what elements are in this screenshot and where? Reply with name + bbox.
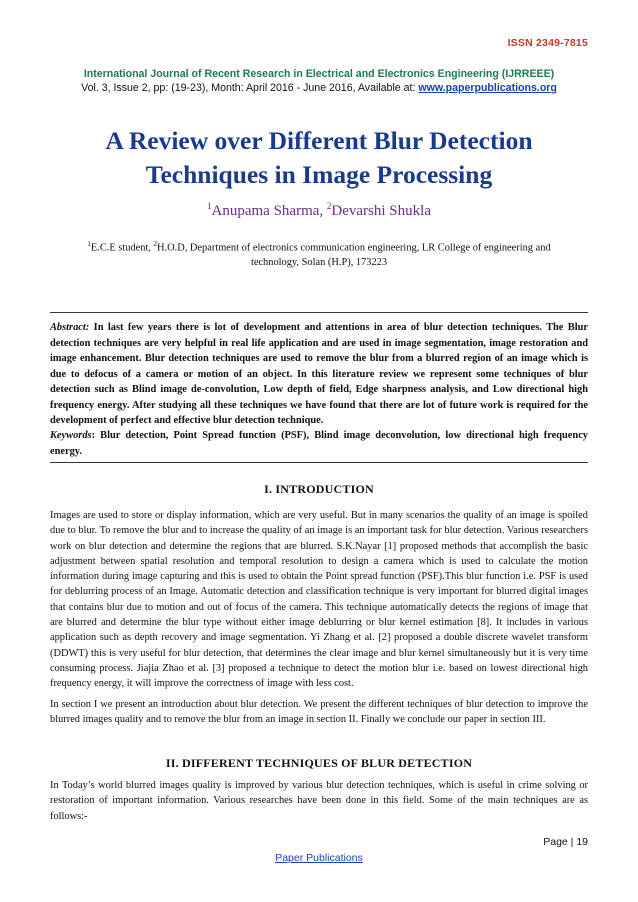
title-line-2: Techniques in Image Processing: [145, 160, 493, 189]
abstract-block: [50, 320, 588, 429]
section-1-body: [50, 508, 588, 727]
volume-text: Vol. 3, Issue 2, pp: (19-23), Month: April 2016 - June 2016, Available at:: [81, 82, 419, 94]
author2-superscript: 2: [326, 201, 332, 211]
affiliation-line-1: [80, 237, 558, 255]
section-2-paragraph-1: In Today’s world blurred images quality is improved by various blur detection techniques, which is useful in crime solving or restoration of important information. Various researches have been done in this field. Some of the main techniques are as follows:-: [50, 780, 588, 822]
affiliation-line-2: technology, Solan (H.P), 173223: [250, 257, 388, 269]
abstract-top-rule: [50, 312, 588, 313]
affiliation-part-1: E.C.E student,: [90, 242, 154, 254]
author-list: [40, 201, 598, 220]
paper-title: [60, 124, 578, 192]
section-2-heading: II. DIFFERENT TECHNIQUES OF BLUR DETECTION: [165, 756, 473, 770]
publisher-footer-link[interactable]: Paper Publications: [275, 852, 363, 864]
section-1-paragraph-1: Images are used to store or display information, which are very useful. But in many scenarios the quality of an image is spoiled due to blur. To remove the blur and to increase the quality of an image is an important task for blur detection. Various researchers work on blur detection and determine the regions that are blurred. S.K.Nayar [1] proposed methods that accomplish the basic adjustment between spatial resolution and temporal resolution to design a camera which is used to calculate the motion information during image capturing and this is used to obtain the Point spread function (PSF).This blur function i.e. PSF is used for deblurring process of an Image. Automatic detection and classification technique is very important for blurred digital images that contains blur due to motion and out of focus of the camera. This technique automatically detects the regions of image that are blurred and determine the blur type without either image deblurring or blur kernel estimation [8]. It includes in various application such as depth recovery and image segmentation. Yi Zhang et al. [2] proposed a double discrete wavelet transform (DDWT) this is very useful for blur detection, that determines the clear image and blur kernel simultaneously but it is very time consuming process. Jiajia Zhao et al. [3] proposed a technique to detect the motion blur i.e. based on lowest directional high frequency energy, it will improve the correctness of image with less cost.: [50, 510, 588, 690]
section-1-paragraph-2: In section I we present an introduction about blur detection. We present the different techniques of blur detection to improve the blurred images quality and to remove the blur from an image in section II. Finally we conclude our paper in section III.: [50, 698, 588, 725]
abstract-label: Abstract:: [50, 322, 90, 333]
affiliation-sup-1: 1: [87, 240, 91, 248]
affiliation-part-2: H.O.D, Department of electronics communication engineering, LR College of engineering and: [157, 242, 551, 254]
author2-name: Devarshi Shukla: [331, 203, 431, 219]
author1-superscript: 1: [207, 201, 212, 211]
section-2-body: [50, 778, 588, 824]
abstract-text: In last few years there is lot of development and attentions in area of blur detection techniques. The Blur detection techniques are very helpful in real life application and are used in image segmentation, image restoration and image enhancement. Blur detection techniques are used to remove the blur from a blurred region of an image which is due to defocus of a camera or motion of an object. In this literature review we represent some techniques of blur detection such as Blind image de-convolution, Low depth of field, Edge sharpness analysis, and Low directional high frequency energy. After studying all these techniques we have found that there are lot of future work is required for the development of perfect and effective blur detection technique.: [50, 322, 588, 426]
issn-label: ISSN 2349-7815: [507, 37, 588, 49]
website-link[interactable]: www.paperpublications.org: [418, 82, 557, 94]
abstract-bottom-rule: [50, 462, 588, 463]
page-number: Page | 19: [543, 836, 588, 848]
title-line-1: A Review over Different Blur Detection: [105, 126, 533, 155]
author1-name: Anupama Sharma,: [211, 203, 327, 219]
keywords-block: [50, 428, 588, 459]
affiliation-sup-2: 2: [153, 240, 158, 248]
journal-name: International Journal of Recent Research in Electrical and Electronics Engineering (IJRREEE): [83, 68, 555, 80]
affiliation: [80, 237, 558, 270]
volume-info: [40, 82, 598, 94]
keywords-label: Keywords: [50, 430, 92, 441]
section-1-heading: I. INTRODUCTION: [264, 482, 374, 496]
keywords-text: : Blur detection, Point Spread function (PSF), Blind image deconvolution, low directional high frequency energy.: [50, 430, 588, 457]
